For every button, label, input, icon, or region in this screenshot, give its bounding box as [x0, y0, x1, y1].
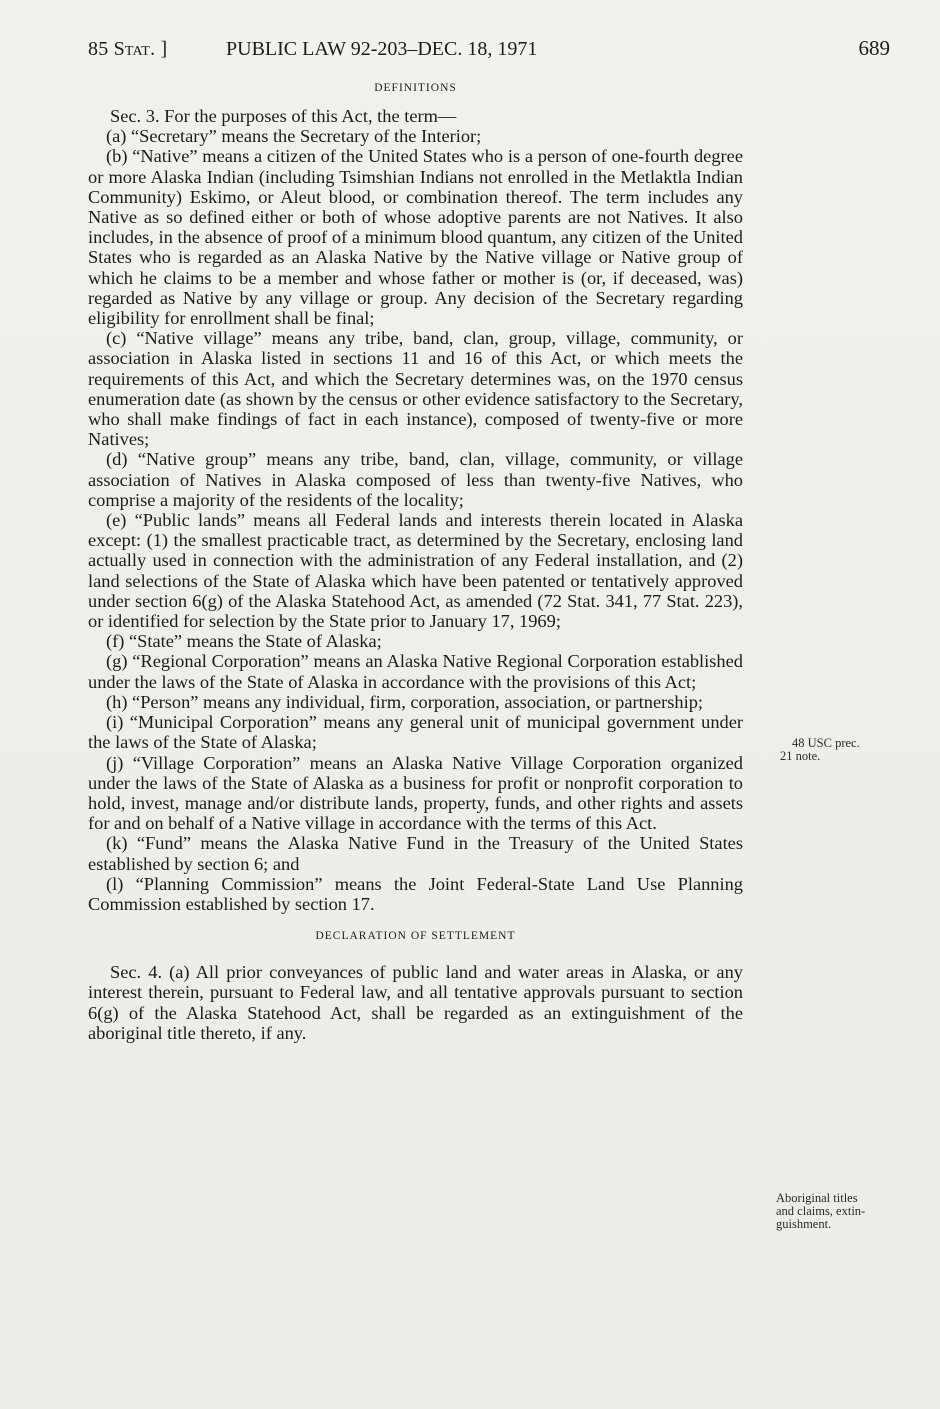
definition-f: (f) “State” means the State of Alaska; — [106, 631, 382, 652]
definition-i: (i) “Municipal Corporation” means any general unit of municipal government under the laws of the State of Alaska; — [88, 712, 743, 753]
volume-reference: 85 Stat. ] — [88, 38, 168, 60]
page-number: 689 — [858, 36, 890, 60]
running-title: PUBLIC LAW 92-203–DEC. 18, 1971 — [226, 38, 538, 60]
definition-a: (a) “Secretary” means the Secretary of the Interior; — [106, 126, 482, 147]
definition-g: (g) “Regional Corporation” means an Alaska Native Regional Corporation established under the laws of the State of Alaska in accordance with the provisions of this Act; — [88, 651, 743, 692]
margin-note-usc-line1: 48 USC prec. — [792, 736, 860, 750]
margin-note-usc — [780, 737, 880, 763]
margin-note-usc-line2: 21 note. — [780, 749, 821, 763]
margin-note-aboriginal-line1: Aboriginal titles — [776, 1191, 858, 1205]
definition-l: (l) “Planning Commission” means the Joint Federal-State Land Use Planning Commission established by section 17. — [88, 873, 743, 914]
margin-note-aboriginal-line3: guishment. — [776, 1217, 832, 1231]
settlement-heading: DECLARATION OF SETTLEMENT — [315, 930, 516, 943]
definition-b: (b) “Native” means a citizen of the United States who is a person of one-fourth degree or more Alaska Indian (including Tsimshian Indians not enrolled in the Metlaktla Indian Community) Eskimo, or Aleut blood, or combination thereof. The term includes any Native as so defined either or both of whose adoptive parents are not Natives. It also includes, in the absence of proof of a minimum blood quantum, any citizen of the United States who is regarded as an Alaska Native by the Native village or Native group of which he claims to be a member and whose father or mother is (or, if deceased, was) regarded as Native by any village or group. Any decision of the Secretary regarding eligibility for enrollment shall be final; — [88, 146, 743, 329]
margin-note-aboriginal-line2: and claims, extin- — [776, 1204, 866, 1218]
definition-k: (k) “Fund” means the Alaska Native Fund in the Treasury of the United States established by section 6; and — [88, 833, 743, 874]
definition-j: (j) “Village Corporation” means an Alaska Native Village Corporation organized under the laws of the State of Alaska as a business for profit or nonprofit corporation to hold, invest, manage and/or distribute lands, property, funds, and other rights and assets for and on behalf of a Native village in accordance with the terms of this Act. — [88, 752, 743, 834]
section-4a: Sec. 4. (a) All prior conveyances of public land and water areas in Alaska, or any interest therein, pursuant to Federal law, and all tentative approvals pursuant to section 6(g) of the Alaska Statehood Act, shall be regarded as an extinguishment of the aboriginal title thereto, if any. — [88, 962, 743, 1043]
page-header — [88, 34, 890, 64]
definition-e: (e) “Public lands” means all Federal lands and interests therein located in Alaska except: (1) the smallest practicable tract, as determined by the Secretary, enclosing land actually used in connection with the administration of any Federal installation, and (2) land selections of the State of Alaska which have been patented or tentatively approved under section 6(g) of the Alaska Statehood Act, as amended (72 Stat. 341, 77 Stat. 223), or identified for selection by the State prior to January 17, 1969; — [88, 510, 743, 632]
definition-h: (h) “Person” means any individual, firm, corporation, association, or partnership; — [106, 691, 704, 712]
definition-d: (d) “Native group” means any tribe, band, clan, village, community, or village association of Natives in Alaska composed of less than twenty-five Natives, who comprise a majority of the residents of the locality; — [88, 449, 743, 510]
statute-text — [88, 80, 743, 1043]
definition-c: (c) “Native village” means any tribe, band, clan, group, village, community, or association in Alaska listed in sections 11 and 16 of this Act, or which meets the requirements of this Act, and which the Secretary determines was, on the 1970 census enumeration date (as shown by the census or other evidence satisfactory to the Secretary, who shall make findings of fact in each instance), composed of twenty-five or more Natives; — [88, 328, 743, 450]
margin-note-aboriginal — [776, 1192, 906, 1231]
section-3-intro: Sec. 3. For the purposes of this Act, the term— — [110, 106, 457, 126]
definitions-heading: DEFINITIONS — [374, 82, 457, 94]
